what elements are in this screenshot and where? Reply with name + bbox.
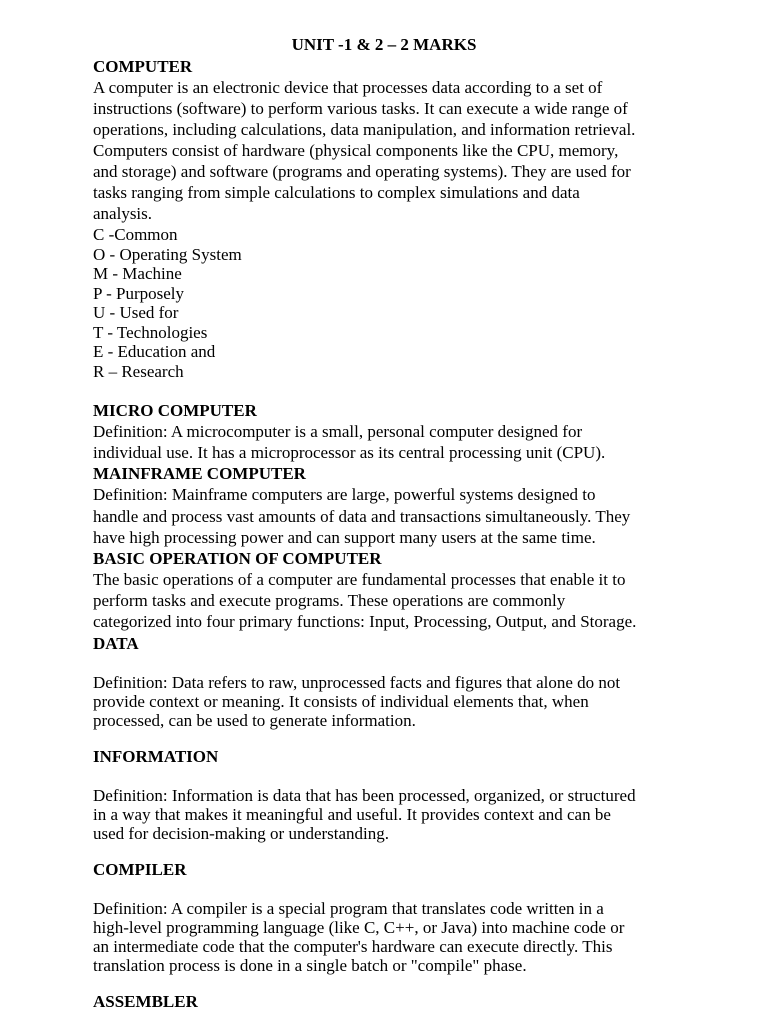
micro-computer-text-line: individual use. It has a microprocessor as its central processing unit (CPU). [93,443,606,462]
computer-text-line: A computer is an electronic device that processes data according to a set of [93,78,603,97]
acronym-item: M - Machine [93,264,182,283]
computer-text-line: instructions (software) to perform various tasks. It can execute a wide range of [93,99,628,118]
information-text-line: used for decision-making or understanding. [93,824,390,843]
basic-operation-text-line: perform tasks and execute programs. These operations are commonly [93,591,566,610]
data-text-line: provide context or meaning. It consists of individual elements that, when [93,692,589,711]
compiler-text-line: an intermediate code that the computer's hardware can execute directly. This [93,937,613,956]
acronym-item: O - Operating System [93,245,242,264]
information-heading: INFORMATION [93,747,219,766]
mainframe-text-line: Definition: Mainframe computers are large, powerful systems designed to [93,485,596,504]
computer-text-line: Computers consist of hardware (physical components like the CPU, memory, [93,141,619,160]
mainframe-text-line: handle and process vast amounts of data and transactions simultaneously. They [93,507,631,526]
acronym-item: P - Purposely [93,284,184,303]
computer-text-line: analysis. [93,204,153,223]
basic-operation-text-line: The basic operations of a computer are fundamental processes that enable it to [93,570,626,589]
compiler-text-line: translation process is done in a single batch or "compile" phase. [93,956,527,975]
micro-computer-heading: MICRO COMPUTER [93,401,257,420]
data-text-line: Definition: Data refers to raw, unprocessed facts and figures that alone do not [93,673,621,692]
computer-heading: COMPUTER [93,57,193,76]
information-text-line: Definition: Information is data that has been processed, organized, or structured [93,786,636,805]
computer-text-line: operations, including calculations, data manipulation, and information retrieval. [93,120,636,139]
compiler-text-line: high-level programming language (like C, C++, or Java) into machine code or [93,918,625,937]
mainframe-text-line: have high processing power and can support many users at the same time. [93,528,596,547]
acronym-item: E - Education and [93,342,216,361]
information-text-line: in a way that makes it meaningful and useful. It provides context and can be [93,805,611,824]
data-text-line: processed, can be used to generate information. [93,711,416,730]
acronym-item: U - Used for [93,303,179,322]
assembler-heading: ASSEMBLER [93,992,198,1011]
acronym-item: T - Technologies [93,323,208,342]
compiler-heading: COMPILER [93,860,187,879]
data-heading: DATA [93,634,139,653]
basic-operation-text-line: categorized into four primary functions: Input, Processing, Output, and Storage. [93,612,637,631]
acronym-item: C -Common [93,225,178,244]
micro-computer-text-line: Definition: A microcomputer is a small, personal computer designed for [93,422,583,441]
computer-text-line: and storage) and software (programs and operating systems). They are used for [93,162,631,181]
acronym-item: R – Research [93,362,184,381]
mainframe-computer-heading: MAINFRAME COMPUTER [93,464,306,483]
basic-operation-heading: BASIC OPERATION OF COMPUTER [93,549,382,568]
computer-text-line: tasks ranging from simple calculations to complex simulations and data [93,183,580,202]
compiler-text-line: Definition: A compiler is a special program that translates code written in a [93,899,604,918]
page-title: UNIT -1 & 2 – 2 MARKS [291,35,477,54]
